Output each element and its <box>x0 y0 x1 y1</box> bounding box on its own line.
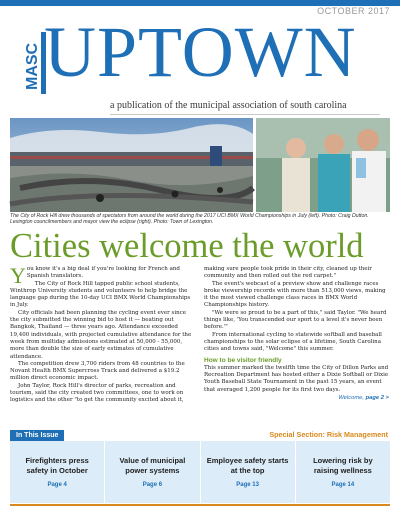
teaser-page: Page 4 <box>47 482 67 488</box>
article-paragraph: The competition drew 3,700 riders from 48 countries to the Novant Health BMX Supercross Track and delivered a $19.2 million direct economic impact. <box>10 360 185 382</box>
article-paragraph: From international cycling to statewide softball and baseball championships to the solar eclipse of a lifetime, South Carolina cities and towns said, "Welcome" this summer. <box>204 331 382 353</box>
teaser-title: Value of municipal power systems <box>119 456 186 475</box>
teaser-item[interactable] <box>104 441 199 503</box>
article-paragraph: City officials had been planning the cycling event ever since the city submitted the winning bid to host it — beating out Bangkok, Thailand — three years ago. Attendance exceeded 19,400 individuals, with projected cumulative attendance for the week from multiday admissions estimated at 50,000 - 55,000, more than double the size of early estimates of cumulative attendance. <box>10 309 192 360</box>
special-section-label: Special Section: Risk Management <box>269 430 388 439</box>
teaser-item[interactable] <box>10 441 104 503</box>
article-paragraph: John Taylor, Rock Hill's director of parks, recreation and tourism, said the city created two committees, one to work on logistics and the other "to get the community excited about it, <box>10 382 184 404</box>
masthead-tagline: a publication of the municipal association of south carolina <box>110 100 347 111</box>
continue-arrow-icon: > <box>385 395 389 402</box>
continued-link[interactable] <box>204 395 389 402</box>
article-paragraph: "We were so proud to be a part of this," said Taylor. "We heard things like, 'You transcended our sport to a level it's never been before.'" <box>204 309 387 331</box>
bmx-track-photo <box>10 118 253 212</box>
photo-caption: The City of Rock Hill drew thousands of spectators from around the world during the 2017 UCI BMX World Championships in July (left). Photo: Craig Dutton. Lexington councilmembers and mayor view the eclipse (right). Photo: Town of Lexington. <box>10 213 369 226</box>
tagline-divider <box>110 114 380 115</box>
teaser-title: Firefighters press safety in October <box>25 456 89 475</box>
article-paragraph: The event's webcast of a preview show and challenge races broke viewership records with more than 513,000 views, making it the most viewed challenge class races in BMX World Championships history. <box>204 280 386 309</box>
in-this-issue-bar <box>10 441 390 503</box>
teaser-page: Page 6 <box>142 482 163 488</box>
issue-date: OCTOBER 2017 <box>317 6 390 16</box>
drop-cap: Y <box>10 263 26 288</box>
article-subhead: How to be visitor friendly <box>204 356 282 364</box>
teaser-title: Employee safety starts at the top <box>206 456 289 475</box>
article-column-left <box>10 263 195 405</box>
teaser-page: Page 13 <box>236 482 259 488</box>
masthead-title: UPTOWN <box>44 12 357 92</box>
article-column-right <box>204 266 389 402</box>
article-headline: Cities welcome the world <box>10 227 364 265</box>
teaser-item[interactable] <box>295 441 390 503</box>
teaser-item[interactable] <box>200 441 295 503</box>
article-paragraph: This summer marked the twelfth time the City of Dillon Parks and Recreation Department has hosted either a Dixie Softball or Dixie Youth Baseball State Tournament in the past 15 years, an event that averaged 1,200 people for its first two days. <box>204 364 389 393</box>
continued-label: Welcome, <box>338 395 364 402</box>
article-paragraph: The City of Rock Hill tapped public school students, Winthrop University students and volunteers to help bridge the language gap during the 10-day UCI BMX World Championships in July. <box>10 280 191 309</box>
article-paragraph: You know it's a big deal if you're looking for French and Spanish translators. <box>10 263 180 288</box>
article-paragraph: making sure people took pride in their city, cleaned up their community and then rolled out the red carpet." <box>204 266 372 280</box>
teaser-page: Page 14 <box>331 482 355 488</box>
masc-logo-text: MASC <box>24 42 41 90</box>
bottom-accent-bar <box>10 504 390 506</box>
in-this-issue-label: In This Issue <box>10 430 64 441</box>
eclipse-viewers-photo <box>256 118 390 212</box>
continued-page: page 2 <box>365 395 384 402</box>
teaser-title: Lowering risk by raising wellness <box>313 456 373 475</box>
